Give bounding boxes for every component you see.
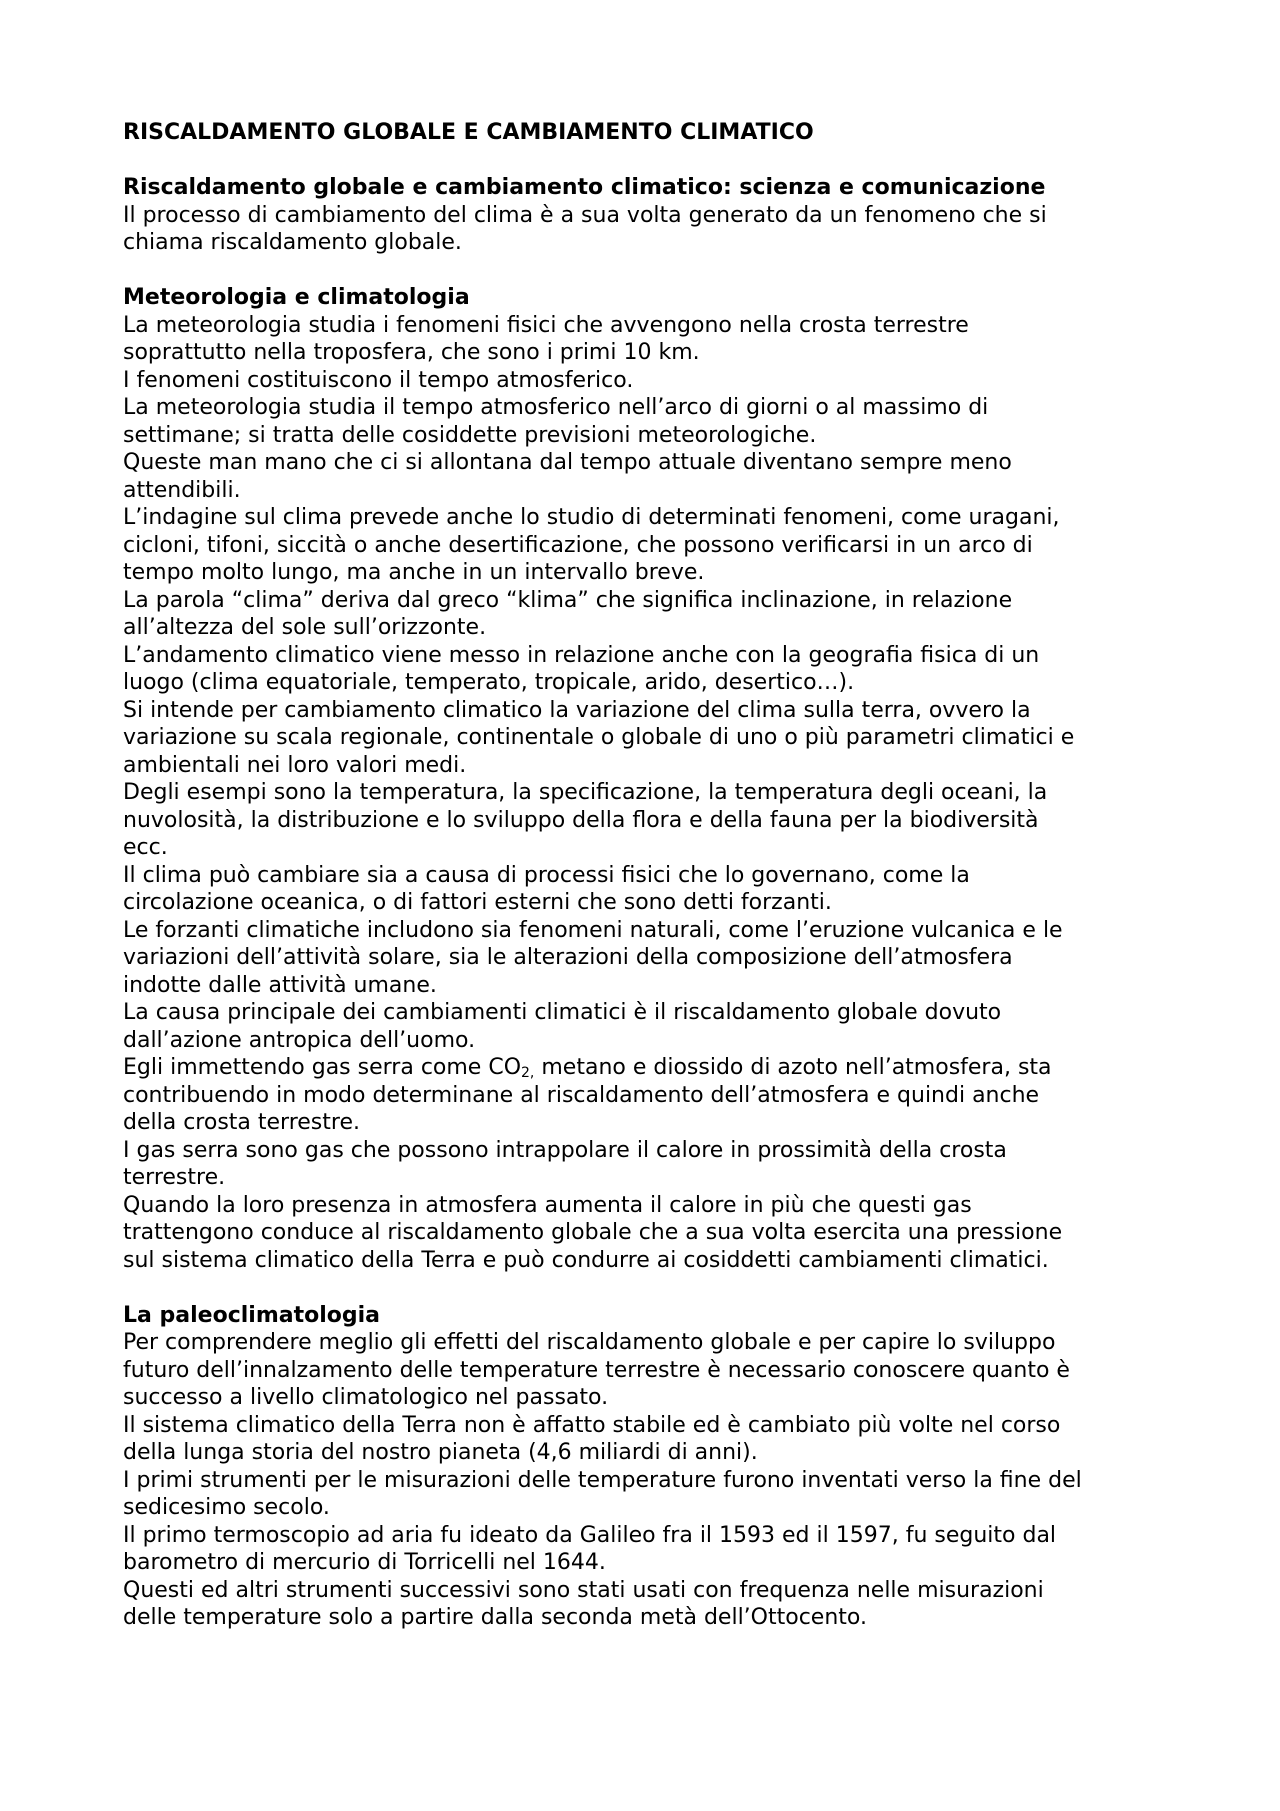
- paragraph-line: settimane; si tratta delle cosiddette previsioni meteorologiche.: [123, 422, 817, 448]
- paragraph-line: sul sistema climatico della Terra e può condurre ai cosiddetti cambiamenti climatici.: [123, 1247, 1049, 1273]
- paragraph-line: I fenomeni costituiscono il tempo atmosferico.: [123, 367, 634, 393]
- paragraph-line: I gas serra sono gas che possono intrappolare il calore in prossimità della crosta: [123, 1137, 1007, 1163]
- paragraph-line: all’altezza del sole sull’orizzonte.: [123, 615, 487, 640]
- paragraph-line: Degli esempi sono la temperatura, la specificazione, la temperatura degli oceani, la: [123, 780, 1048, 805]
- section-heading-riscaldamento: Riscaldamento globale e cambiamento climatico: scienza e comunicazione: [123, 175, 1046, 200]
- paragraph-line: La meteorologia studia il tempo atmosferico nell’arco di giorni o al massimo di: [123, 395, 989, 420]
- paragraph-line: successo a livello climatologico nel passato.: [123, 1385, 609, 1410]
- paragraph-line: Il primo termoscopio ad aria fu ideato da Galileo fra il 1593 ed il 1597, fu seguito dal: [123, 1522, 1057, 1548]
- blank-line: [123, 257, 1203, 285]
- paragraph-line: attendibili.: [123, 477, 241, 503]
- co2-subscript: 2,: [521, 1065, 535, 1081]
- paragraph-line: Il clima può cambiare sia a causa di processi fisici che lo governano, come la: [123, 862, 970, 888]
- paragraph-line: Queste man mano che ci si allontana dal tempo attuale diventano sempre meno: [123, 450, 1012, 475]
- paragraph-line: delle temperature solo a partire dalla seconda metà dell’Ottocento.: [123, 1605, 867, 1630]
- paragraph-line: circolazione oceanica, o di fattori esterni che sono detti forzanti.: [123, 890, 832, 915]
- section-heading-meteorologia: Meteorologia e climatologia: [123, 285, 470, 310]
- paragraph-line: Il processo di cambiamento del clima è a sua volta generato da un fenomeno che si: [123, 202, 1047, 228]
- paragraph-line: nuvolosità, la distribuzione e lo sviluppo della flora e della fauna per la biodiversità: [123, 807, 1039, 833]
- paragraph-line: I primi strumenti per le misurazioni delle temperature furono inventati verso la fine del: [123, 1467, 1082, 1493]
- document-page: [123, 119, 1203, 1632]
- paragraph-line: soprattutto nella troposfera, che sono i primi 10 km.: [123, 340, 700, 365]
- paragraph-line-co2: [123, 1054, 1203, 1082]
- paragraph-line: La causa principale dei cambiamenti climatici è il riscaldamento globale dovuto: [123, 1000, 1002, 1025]
- paragraph-line: sedicesimo secolo.: [123, 1495, 330, 1520]
- document-title: RISCALDAMENTO GLOBALE E CAMBIAMENTO CLIMATICO: [123, 120, 814, 145]
- paragraph-line: futuro dell’innalzamento delle temperature terrestre è necessario conoscere quanto è: [123, 1357, 1070, 1383]
- paragraph-line: ecc.: [123, 835, 168, 860]
- paragraph-line: chiama riscaldamento globale.: [123, 230, 462, 255]
- paragraph-line: indotte dalle attività umane.: [123, 972, 437, 998]
- paragraph-line: Questi ed altri strumenti successivi sono stati usati con frequenza nelle misurazioni: [123, 1577, 1044, 1603]
- paragraph-line: L’indagine sul clima prevede anche lo studio di determinati fenomeni, come uragani,: [123, 505, 1060, 530]
- paragraph-line: luogo (clima equatoriale, temperato, tropicale, arido, desertico…).: [123, 670, 855, 695]
- paragraph-line: Si intende per cambiamento climatico la variazione del clima sulla terra, ovvero la: [123, 697, 1031, 723]
- paragraph-line: Quando la loro presenza in atmosfera aumenta il calore in più che questi gas: [123, 1192, 972, 1218]
- blank-line: [123, 147, 1203, 175]
- paragraph-line: cicloni, tifoni, siccità o anche desertificazione, che possono verificarsi in un arco di: [123, 532, 1033, 558]
- paragraph-line: Il sistema climatico della Terra non è affatto stabile ed è cambiato più volte nel corso: [123, 1412, 1061, 1438]
- section-heading-paleoclimatologia: La paleoclimatologia: [123, 1302, 381, 1328]
- paragraph-line: La parola “clima” deriva dal greco “klima” che significa inclinazione, in relazione: [123, 587, 1013, 613]
- paragraph-line: contribuendo in modo determinane al riscaldamento dell’atmosfera e quindi anche: [123, 1082, 1040, 1108]
- paragraph-line: della lunga storia del nostro pianeta (4,6 miliardi di anni).: [123, 1440, 758, 1465]
- paragraph-line: dall’azione antropica dell’uomo.: [123, 1027, 476, 1053]
- paragraph-line: della crosta terrestre.: [123, 1110, 360, 1135]
- paragraph-line: ambientali nei loro valori medi.: [123, 752, 467, 778]
- paragraph-line: Per comprendere meglio gli effetti del riscaldamento globale e per capire lo sviluppo: [123, 1330, 1056, 1355]
- section-body-riscaldamento: [123, 202, 1203, 257]
- co2-line-after: metano e diossido di azoto nell’atmosfera, sta: [534, 1055, 1052, 1080]
- section-body-paleoclimatologia: [123, 1329, 1203, 1632]
- paragraph-line: barometro di mercurio di Torricelli nel 1644.: [123, 1550, 606, 1575]
- section-body-meteorologia: [123, 312, 1203, 1055]
- paragraph-line: trattengono conduce al riscaldamento globale che a sua volta esercita una pressione: [123, 1220, 1063, 1245]
- paragraph-line: variazione su scala regionale, continentale o globale di uno o più parametri climatici e: [123, 725, 1075, 750]
- paragraph-line: tempo molto lungo, ma anche in un intervallo breve.: [123, 560, 705, 585]
- section-body-meteorologia-continued: [123, 1082, 1203, 1275]
- paragraph-line: L’andamento climatico viene messo in relazione anche con la geografia fisica di un: [123, 642, 1040, 668]
- blank-line: [123, 1274, 1203, 1302]
- paragraph-line: La meteorologia studia i fenomeni fisici che avvengono nella crosta terrestre: [123, 312, 969, 338]
- paragraph-line: terrestre.: [123, 1165, 226, 1190]
- paragraph-line: Le forzanti climatiche includono sia fenomeni naturali, come l’eruzione vulcanica e le: [123, 917, 1063, 943]
- paragraph-line: variazioni dell’attività solare, sia le alterazioni della composizione dell’atmosfera: [123, 945, 1013, 970]
- co2-line-before: Egli immettendo gas serra come CO: [123, 1055, 522, 1080]
